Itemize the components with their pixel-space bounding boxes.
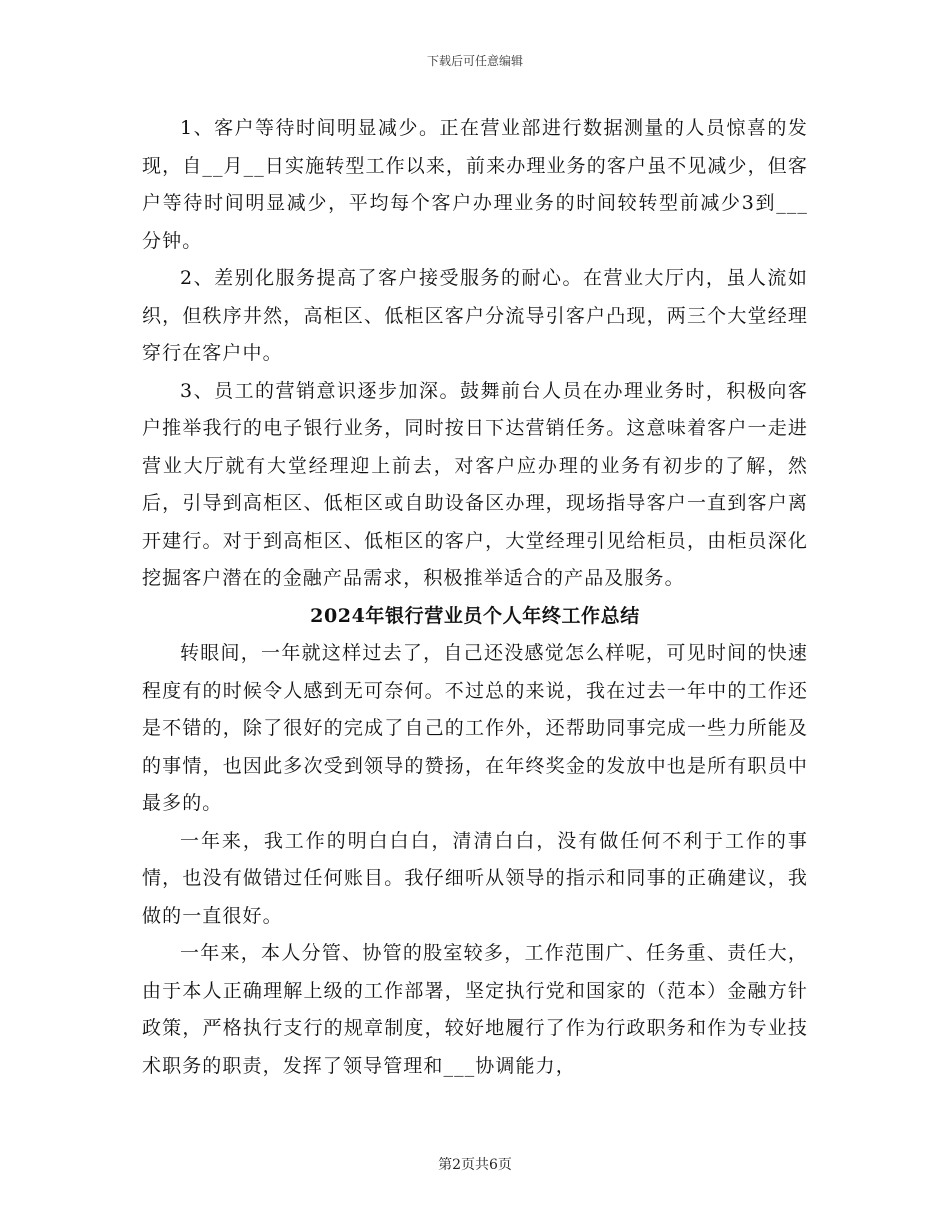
page-number: 第2页共6页 xyxy=(438,1157,512,1173)
list-item-1: 1、客户等待时间明显减少。正在营业部进行数据测量的人员惊喜的发现，自__月__日实施转型工作以来，前来办理业务的客户虽不见减少，但客户等待时间明显减少，平均每个客户办理业务的时间较转型前减少3到___分钟。 xyxy=(142,117,808,252)
list-item-2: 2、差别化服务提高了客户接受服务的耐心。在营业大厅内，虽人流如织，但秩序井然，高柜区、低柜区客户分流导引客户凸现，两三个大堂经理穿行在客户中。 xyxy=(142,267,808,364)
section-title: 2024年银行营业员个人年终工作总结 xyxy=(310,604,640,627)
document-body xyxy=(142,110,808,1085)
paragraph-2: 一年来，我工作的明白白白，清清白白，没有做任何不利于工作的事情，也没有做错过任何账目。我仔细听从领导的指示和同事的正确建议，我做的一直很好。 xyxy=(142,829,808,927)
paragraph-1: 转眼间，一年就这样过去了，自己还没感觉怎么样呢，可见时间的快速程度有的时候令人感到无可奈何。不过总的来说，我在过去一年中的工作还是不错的，除了很好的完成了自己的工作外，还帮助同事完成一些力所能及的事情，也因此多次受到领导的赞扬，在年终奖金的发放中也是所有职员中最多的。 xyxy=(142,642,808,814)
page-header-note: 下载后可任意编辑 xyxy=(426,54,523,68)
list-item-3: 3、员工的营销意识逐步加深。鼓舞前台人员在办理业务时，积极向客户推举我行的电子银行业务，同时按日下达营销任务。这意味着客户一走进营业大厅就有大堂经理迎上前去，对客户应办理的业务有初步的了解，然后，引导到高柜区、低柜区或自助设备区办理，现场指导客户一直到客户离开建行。对于到高柜区、低柜区的客户，大堂经理引见给柜员，由柜员深化挖掘客户潜在的金融产品需求，积极推举适合的产品及服务。 xyxy=(142,379,808,589)
paragraph-3: 一年来，本人分管、协管的股室较多，工作范围广、任务重、责任大，由于本人正确理解上级的工作部署，坚定执行党和国家的（范本）金融方针政策，严格执行支行的规章制度，较好地履行了作为行政职务和作为专业技术职务的职责，发挥了领导管理和___协调能力， xyxy=(142,942,808,1077)
